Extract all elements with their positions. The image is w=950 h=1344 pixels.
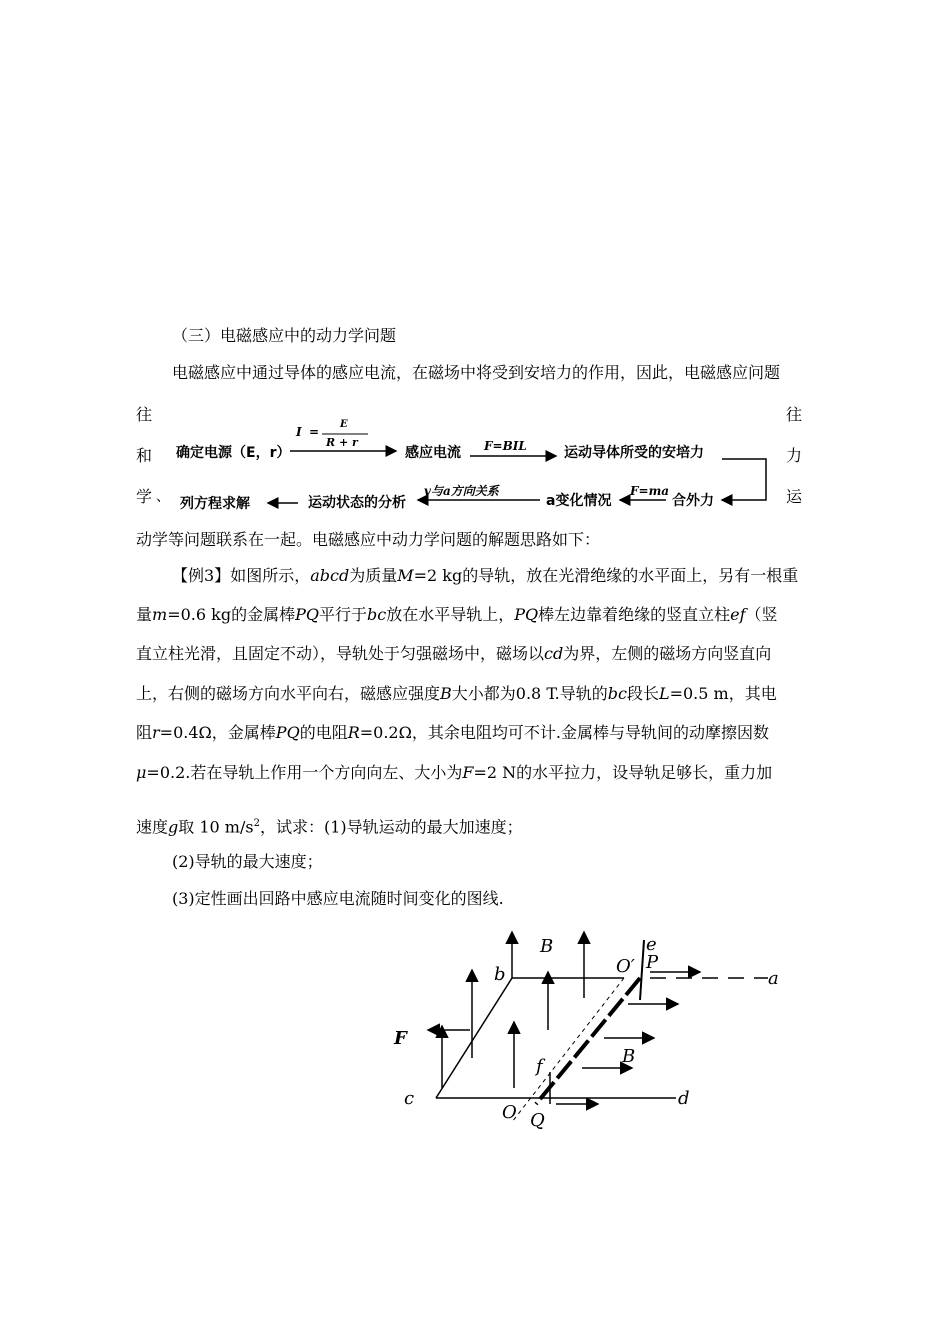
example-line-7: 速度g取 10 $m/s^2$，试求：(1)导轨运动的最大加速度；: [136, 817, 523, 837]
intro-line-1: 电磁感应中通过导体的感应电流，在磁场中将受到安培力的作用，因此，电磁感应问题: [172, 363, 781, 382]
flow-motion-analysis: 运动状态的分析: [308, 495, 406, 511]
side-char-left-3: 学: [136, 487, 153, 506]
flow-ampere-formula: F=BIL: [484, 439, 527, 453]
side-char-right-1: 往: [786, 405, 803, 424]
boundary-dashed: [512, 978, 624, 1122]
side-char-left-1: 往: [136, 405, 153, 424]
flow-ampere-force: 运动导体所受的安培力: [564, 445, 704, 461]
flow-formula-eq: =: [309, 425, 320, 439]
flow-newton-formula: F=ma: [630, 484, 670, 498]
label-c: c: [404, 1088, 415, 1109]
rail-bc: [436, 978, 512, 1098]
label-b-field-top: B: [540, 936, 554, 957]
label-p: P: [646, 952, 659, 973]
flow-formula-num: E: [340, 419, 348, 430]
label-q: Q: [530, 1110, 545, 1131]
rod-pq: [536, 978, 640, 1104]
example-line-6: μ=0.2.若在导轨上作用一个方向向左、大小为F=2 N的水平拉力，设导轨足够长，重力加: [136, 763, 773, 782]
example-line-5: 阻r=0.4Ω，金属棒PQ的电阻R=0.2Ω，其余电阻均可不计.金属棒与导轨间的动摩擦因数: [136, 723, 769, 742]
label-d: d: [678, 1088, 690, 1109]
example-line-4: 上，右侧的磁场方向水平向右，磁感应强度B大小都为0.8 T.导轨的bc段长L=0.5 m，其电: [136, 684, 777, 703]
side-char-right-3: 运: [786, 487, 803, 506]
question-2: (2)导轨的最大速度；: [172, 852, 323, 871]
example-label: 【例3】: [172, 566, 231, 585]
post-ef: [640, 940, 644, 1000]
side-char-left-2: 和: [136, 446, 153, 465]
label-a: a: [768, 968, 779, 989]
flow-net-force: 合外力: [672, 493, 714, 509]
example-line-2: 量m=0.6 kg的金属棒PQ平行于bc放在水平导轨上，PQ棒左边靠着绝缘的竖直立柱ef（竖: [136, 605, 778, 624]
label-o-bottom: O: [502, 1102, 517, 1123]
flow-source: 确定电源（E，r）: [176, 445, 291, 461]
label-f: f: [536, 1056, 543, 1077]
example-line-1: 【例3】如图所示，abcd为质量M=2 kg的导轨，放在光滑绝缘的水平面上，另有一根重: [172, 566, 799, 585]
flow-comma-mark: 、: [156, 489, 170, 505]
label-b: b: [494, 964, 506, 985]
flow-formula-i: I: [296, 425, 302, 439]
flow-induced-current: 感应电流: [405, 445, 461, 461]
section-title: （三）电磁感应中的动力学问题: [172, 326, 397, 345]
flow-relation: v与a方向关系: [424, 484, 499, 498]
flow-accel-change: a变化情况: [546, 493, 612, 509]
label-e: e: [646, 934, 657, 955]
example-line-3: 直立柱光滑，且固定不动），导轨处于匀强磁场中，磁场以cd为界，左侧的磁场方向竖直向: [136, 644, 772, 663]
label-o-top: O′: [616, 956, 635, 977]
intro-line-2: 动学等问题联系在一起。电磁感应中动力学问题的解题思路如下：: [136, 530, 601, 549]
label-b-field-right: B: [622, 1046, 636, 1067]
label-force: F: [394, 1028, 407, 1049]
flow-formula-den: R + r: [326, 436, 358, 449]
flow-solve: 列方程求解: [180, 496, 250, 512]
side-char-right-2: 力: [786, 446, 803, 465]
question-3: (3)定性画出回路中感应电流随时间变化的图线.: [172, 889, 504, 908]
